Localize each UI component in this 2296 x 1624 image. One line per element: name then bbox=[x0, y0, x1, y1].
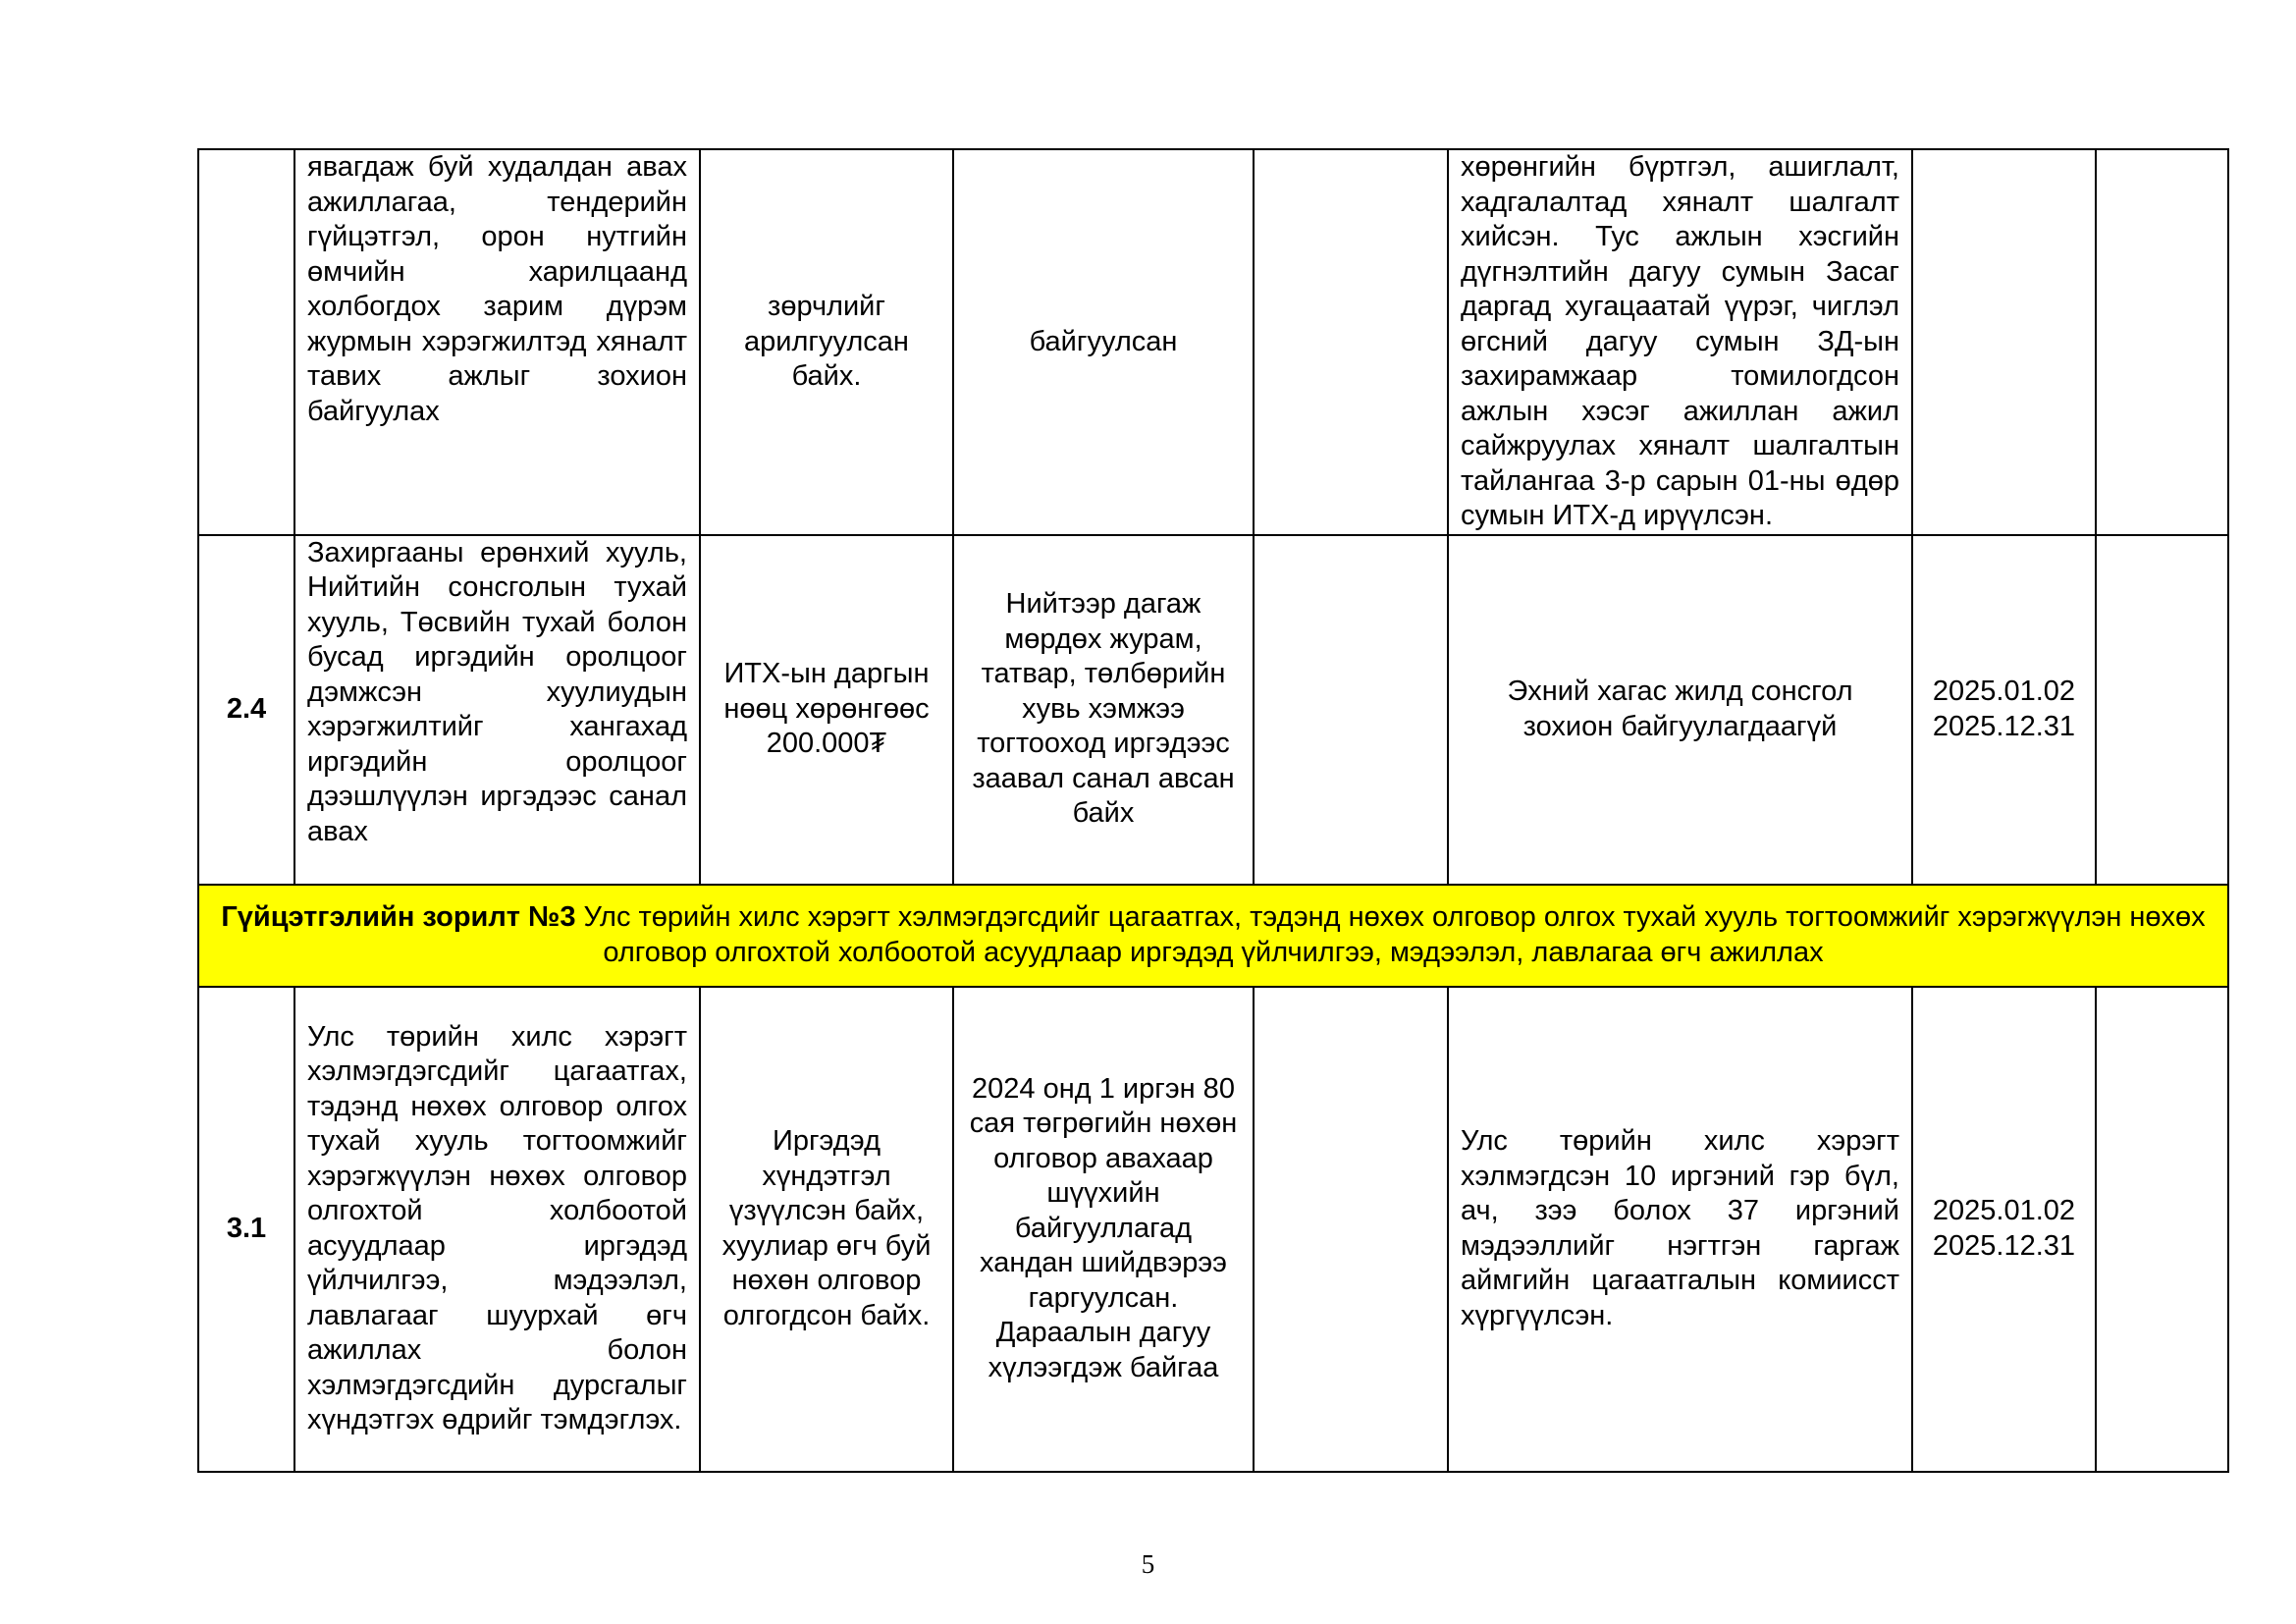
performance-cell: Улс төрийн хилс хэрэгт хэлмэгдсэн 10 иргэний гэр бүл, ач, зээ болох 37 иргэний мэдээллийг нэгтгэн гаргаж аймгийн цагаатгалын комиисст хүргүүлсэн. bbox=[1448, 987, 1912, 1472]
page-number: 5 bbox=[1141, 1549, 1155, 1579]
dates-cell: 2025.01.02 2025.12.31 bbox=[1912, 987, 2096, 1472]
result-cell: ИТХ-ын даргын нөөц хөрөнгөөс 200.000₮ bbox=[700, 535, 953, 885]
row-number bbox=[198, 149, 294, 535]
criteria-cell: 2024 онд 1 иргэн 80 сая төгрөгийн нөхөн олговор авахаар шүүхийн байгууллагад хандан шийдвэрээ гаргуулсан. Дараалын дагуу хүлээгдэж байгаа bbox=[953, 987, 1254, 1472]
dates-cell bbox=[1912, 149, 2096, 535]
goal-row bbox=[198, 885, 2228, 987]
activity-cell: явагдаж буй худалдан авах ажиллагаа, тендерийн гүйцэтгэл, орон нутгийн өмчийн харилцаанд холбогдох зарим дүрэм журмын хэрэгжилтэд хяналт тавих ажлыг зохион байгуулах bbox=[294, 149, 700, 535]
goal-label: Гүйцэтгэлийн зорилт №3 bbox=[221, 901, 576, 933]
activity-cell: Захиргааны ерөнхий хууль, Нийтийн сонсголын тухай хууль, Төсвийн тухай болон бусад иргэдийн оролцоог дэмжсэн хуулиудын хэрэгжилтийг хангахад иргэдийн оролцоог дээшлүүлэн иргэдээс санал авах bbox=[294, 535, 700, 885]
goal-text: Улс төрийн хилс хэрэгт хэлмэгдэгсдийг цагаатгах, тэдэнд нөхөх олговор олгох тухай хууль тогтоомжийг хэрэгжүүлэн нөхөх олговор олгохтой холбоотой асуудлаар иргэдэд үйлчилгээ, мэдээлэл, лавлагаа өгч ажиллах bbox=[575, 901, 2206, 968]
dates-cell: 2025.01.02 2025.12.31 bbox=[1912, 535, 2096, 885]
row-number: 3.1 bbox=[198, 987, 294, 1472]
table-row bbox=[198, 987, 2228, 1472]
table-row bbox=[198, 535, 2228, 885]
row-number: 2.4 bbox=[198, 535, 294, 885]
criteria-cell: байгуулсан bbox=[953, 149, 1254, 535]
result-cell: Иргэдэд хүндэтгэл үзүүлсэн байх, хуулиар өгч буй нөхөн олговор олгогдсон байх. bbox=[700, 987, 953, 1472]
performance-cell: хөрөнгийн бүртгэл, ашиглалт, хадгалалтад хяналт шалгалт хийсэн. Тус ажлын хэсгийн дүгнэлтийн дагуу сумын Засаг даргад хугацаатай үүрэг, чиглэл өгсний дагуу сумын ЗД-ын захирамжаар томилогдсон ажлын хэсэг ажиллан ажил сайжруулах хяналт шалгалтын тайлангаа 3-р сарын 01-ны өдөр сумын ИТХ-д ирүүлсэн. bbox=[1448, 149, 1912, 535]
extra-cell bbox=[2096, 535, 2228, 885]
result-cell: зөрчлийг арилгуулсан байх. bbox=[700, 149, 953, 535]
extra-cell bbox=[2096, 987, 2228, 1472]
budget-cell bbox=[1254, 987, 1448, 1472]
extra-cell bbox=[2096, 149, 2228, 535]
performance-cell: Эхний хагас жилд сонсгол зохион байгуулагдаагүй bbox=[1448, 535, 1912, 885]
budget-cell bbox=[1254, 535, 1448, 885]
activity-cell: Улс төрийн хилс хэрэгт хэлмэгдэгсдийг цагаатгах, тэдэнд нөхөх олговор олгох тухай хууль тогтоомжийг хэрэгжүүлэн нөхөх олговор олгохтой холбоотой асуудлаар иргэдэд үйлчилгээ, мэдээлэл, лавлагааг шуурхай өгч ажиллах болон хэлмэгдэгсдийн дурсгалыг хүндэтгэх өдрийг тэмдэглэх. bbox=[294, 987, 700, 1472]
budget-cell bbox=[1254, 149, 1448, 535]
action-plan-table bbox=[197, 148, 2229, 1473]
criteria-cell: Нийтээр дагаж мөрдөх журам, татвар, төлбөрийн хувь хэмжээ тогтооход иргэдээс заавал санал авсан байх bbox=[953, 535, 1254, 885]
goal-cell bbox=[198, 885, 2228, 987]
table-row bbox=[198, 149, 2228, 535]
